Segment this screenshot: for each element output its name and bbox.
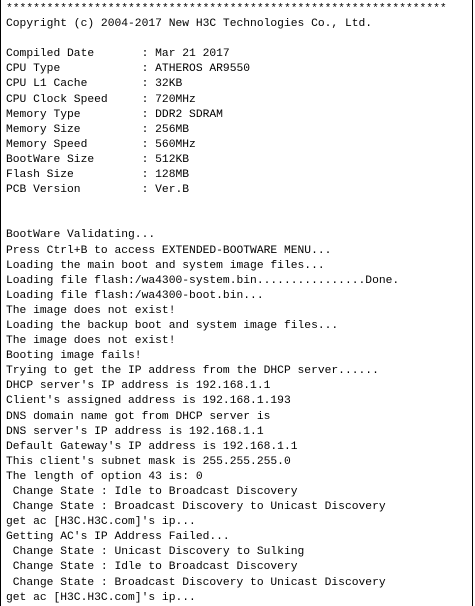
console-line: Change State : Idle to Broadcast Discovery: [6, 486, 298, 498]
console-line: Flash Size : 128MB: [6, 169, 190, 182]
console-line: CPU Clock Speed : 720MHz: [6, 93, 196, 106]
console-line: DHCP server's IP address is 192.168.1.1: [6, 380, 271, 393]
console-line: Memory Size : 256MB: [6, 123, 190, 136]
console-line: CPU L1 Cache : 32KB: [6, 78, 183, 91]
console-line: Change State : Broadcast Discovery to Unicast Discovery: [6, 576, 386, 589]
console-line: Copyright (c) 2004-2017 New H3C Technologies Co., Ltd.: [6, 18, 373, 31]
console-line: DNS domain name got from DHCP server is: [6, 410, 271, 423]
console-line: Compiled Date : Mar 21 2017: [6, 48, 230, 61]
console-line: [6, 198, 472, 213]
console-line: get ac [H3C.H3C.com]'s ip...: [6, 516, 196, 529]
console-line: BootWare Size : 512KB: [6, 153, 190, 166]
console-line: Loading the backup boot and system image files...: [6, 319, 339, 332]
console-line: [6, 32, 472, 47]
console-line: PCB Version : Ver.B: [6, 184, 190, 197]
console-line: The image does not exist!: [6, 304, 176, 317]
console-line: Loading the main boot and system image files...: [6, 259, 325, 272]
console-line: Change State : Idle to Broadcast Discovery: [6, 561, 298, 574]
console-line: Loading file flash:/wa4300-system.bin................Done.: [6, 274, 400, 287]
console-line: The length of option 43 is: 0: [6, 470, 203, 483]
console-line: Trying to get the IP address from the DHCP server......: [6, 365, 379, 378]
console-line: Memory Type : DDR2 SDRAM: [6, 108, 223, 121]
console-line: DNS server's IP address is 192.168.1.1: [6, 425, 264, 438]
console-line: Default Gateway's IP address is 192.168.1.1: [6, 440, 298, 453]
console-line: Change State : Unicast Discovery to Sulking: [6, 546, 305, 559]
console-line: The image does not exist!: [6, 335, 176, 348]
console-line: Getting AC's IP Address Failed...: [6, 531, 230, 544]
console-line: BootWare Validating...: [6, 229, 156, 242]
console-line: Change State : Broadcast Discovery to Unicast Discovery: [6, 501, 386, 514]
console-line: Loading file flash:/wa4300-boot.bin...: [6, 289, 264, 302]
console-line: Memory Speed : 560MHz: [6, 138, 196, 151]
console-line: [6, 213, 472, 228]
console-line: get ac [H3C.H3C.com]'s ip...: [6, 591, 196, 604]
console-line: Booting image fails!: [6, 350, 142, 363]
console-output: [1, 0, 472, 606]
console-line: Press Ctrl+B to access EXTENDED-BOOTWARE MENU...: [6, 244, 332, 257]
console-line: Client's assigned address is 192.168.1.193: [6, 395, 291, 408]
console-line: CPU Type : ATHEROS AR9550: [6, 63, 251, 76]
console-line: *****************************************************************: [6, 3, 447, 15]
console-line: This client's subnet mask is 255.255.255.0: [6, 455, 291, 468]
